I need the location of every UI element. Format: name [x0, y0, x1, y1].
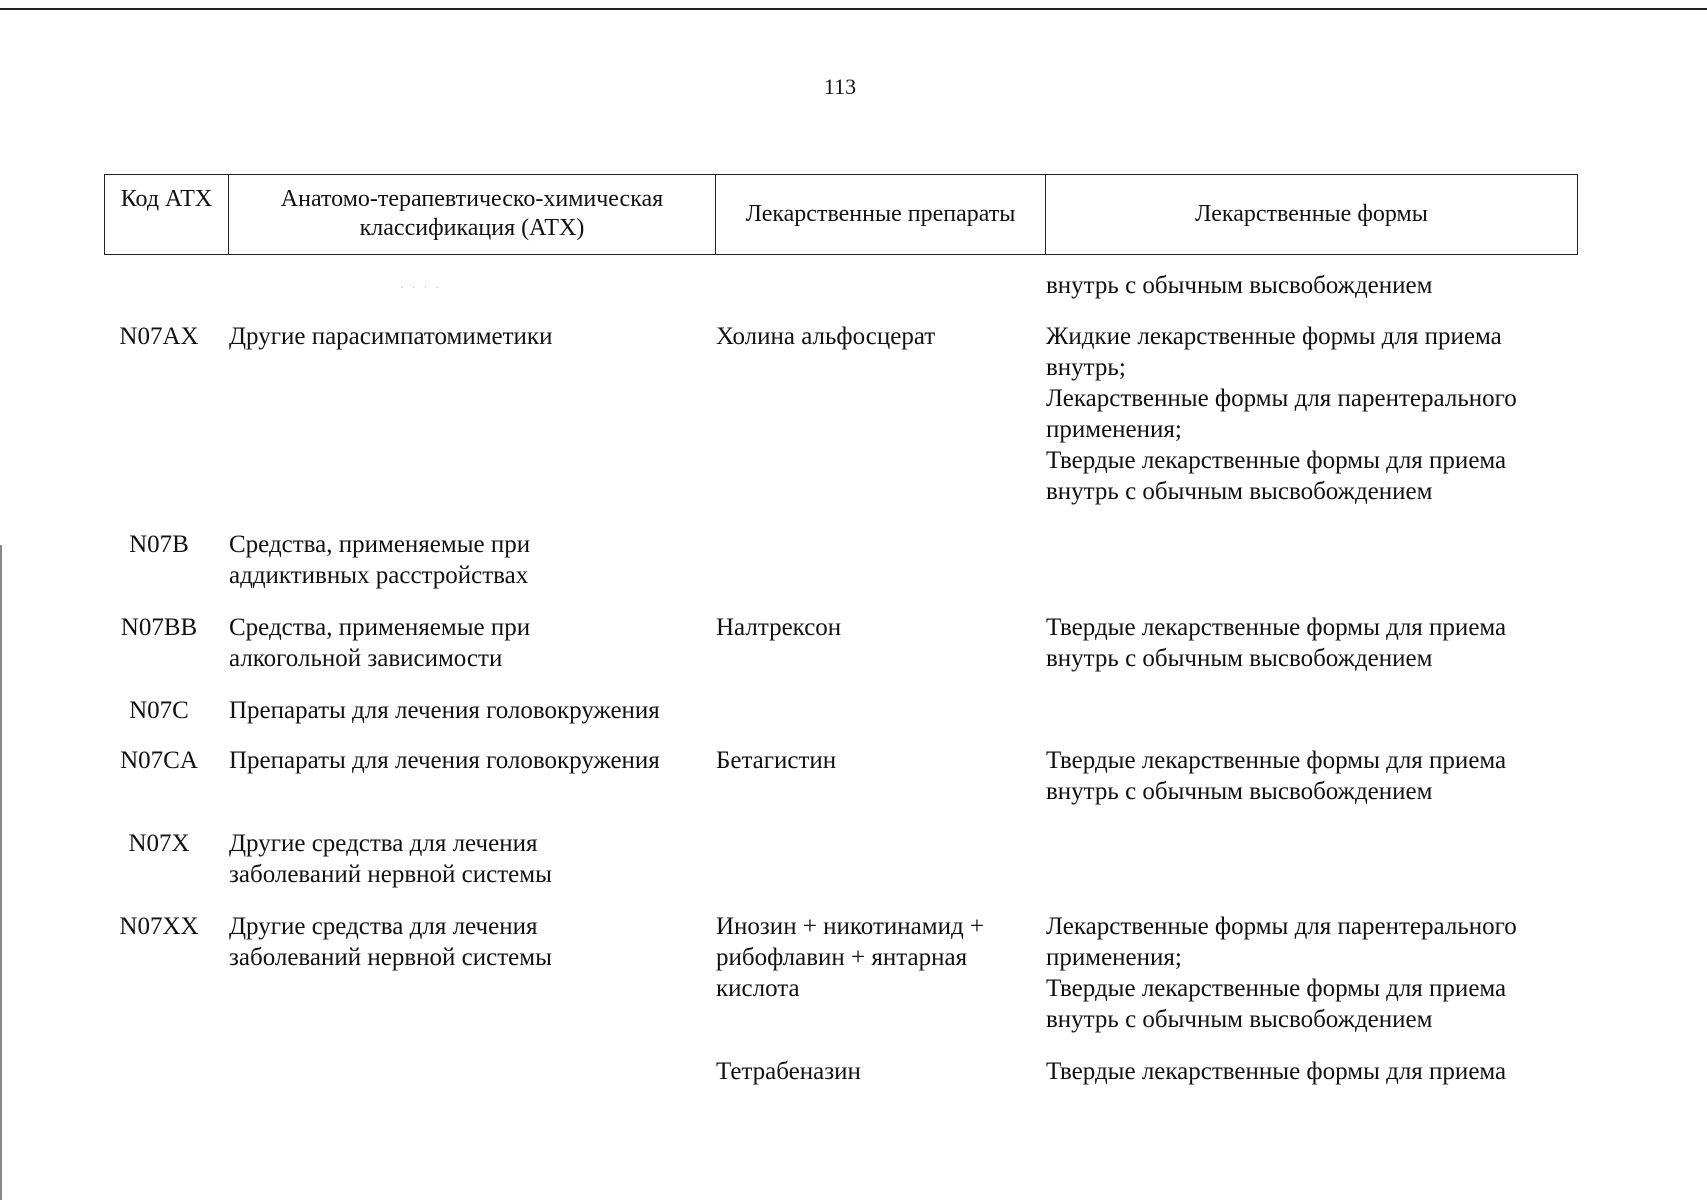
drug-line: Тетрабеназин [716, 1058, 861, 1085]
row-7-drug [716, 911, 1036, 1004]
header-line: Анатомо-терапевтическо-химическая [280, 186, 664, 212]
atc-line: заболеваний нервной системы [229, 861, 552, 888]
scan-border-left [0, 545, 2, 1200]
atc-line: Средства, применяемые при [229, 614, 531, 641]
form-line: внутрь с обычным высвобождением [1046, 645, 1433, 672]
form-line: Лекарственные формы для парентерального [1046, 385, 1517, 412]
header-line: классификация (АТХ) [359, 215, 585, 241]
page-number: 113 [823, 74, 857, 99]
header-line: Лекарственные формы [1195, 201, 1428, 227]
form-line: Твердые лекарственные формы для приема [1046, 975, 1507, 1002]
row-5-form [1046, 745, 1586, 807]
form-line: применения; [1046, 944, 1182, 971]
row-3-form [1046, 612, 1586, 674]
atc-line: Другие средства для лечения [229, 913, 538, 940]
form-line: Твердые лекарственные формы для приема [1046, 614, 1507, 641]
atc-line: Другие парасимпатомиметики [229, 323, 553, 350]
atc-line: алкогольной зависимости [229, 645, 503, 672]
row-1-form [1046, 321, 1586, 507]
row-7-form [1046, 911, 1586, 1035]
form-line: Лекарственные формы для парентерального [1046, 913, 1517, 940]
header-code [105, 175, 229, 254]
row-6-atc [229, 828, 709, 890]
form-line: Твердые лекарственные формы для приема [1046, 447, 1507, 474]
row-6-code: N07X [128, 830, 190, 857]
drug-line: Инозин + никотинамид + [716, 913, 985, 940]
row-8-drug [716, 1056, 1036, 1087]
row-8-form [1046, 1056, 1586, 1087]
atc-line: заболеваний нервной системы [229, 944, 552, 971]
atc-line: Средства, применяемые при [229, 531, 531, 558]
row-1-atc [229, 321, 709, 352]
form-line: внутрь с обычным высвобождением [1046, 1006, 1433, 1033]
atc-line: Другие средства для лечения [229, 830, 538, 857]
header-line: Лекарственные препараты [745, 201, 1016, 227]
table-header [104, 174, 1578, 255]
form-line: Твердые лекарственные формы для приема [1046, 1058, 1507, 1085]
row-0-form [1046, 270, 1586, 301]
header-forms [1046, 175, 1577, 254]
row-3-atc [229, 612, 709, 674]
form-line: внутрь с обычным высвобождением [1046, 272, 1433, 299]
row-5-atc [229, 745, 709, 776]
row-2-code: N07B [129, 531, 189, 558]
drug-line: Бетагистин [716, 747, 837, 774]
form-line: внутрь с обычным высвобождением [1046, 478, 1433, 505]
row-5-code: N07CA [120, 747, 198, 774]
row-3-drug [716, 612, 1036, 643]
header-drugs [716, 175, 1046, 254]
row-3-code: N07BB [120, 614, 198, 641]
row-1-code: N07AX [119, 323, 199, 350]
row-7-code: N07XX [119, 913, 199, 940]
row-4-code: N07C [129, 697, 189, 724]
header-line: Код АТХ [120, 186, 213, 212]
atc-line: Препараты для лечения головокружения [229, 747, 660, 774]
form-line: Жидкие лекарственные формы для приема [1046, 323, 1502, 350]
drug-line: кислота [716, 975, 800, 1002]
row-4-atc [229, 695, 709, 726]
row-5-drug [716, 745, 1036, 776]
atc-line: Препараты для лечения головокружения [229, 697, 660, 724]
header-atc [229, 175, 716, 254]
row-2-atc [229, 529, 709, 591]
form-line: Твердые лекарственные формы для приема [1046, 747, 1507, 774]
scan-border-top [0, 8, 1707, 10]
atc-line: аддиктивных расстройствах [229, 562, 529, 589]
form-line: внутрь с обычным высвобождением [1046, 778, 1433, 805]
drug-line: рибофлавин + янтарная [716, 944, 968, 971]
drug-line: Налтрексон [716, 614, 842, 641]
row-7-atc [229, 911, 709, 973]
form-line: внутрь; [1046, 354, 1126, 381]
form-line: применения; [1046, 416, 1182, 443]
scan-noise: · · · · [400, 283, 442, 294]
drug-line: Холина альфосцерат [716, 323, 936, 350]
row-1-drug [716, 321, 1036, 352]
